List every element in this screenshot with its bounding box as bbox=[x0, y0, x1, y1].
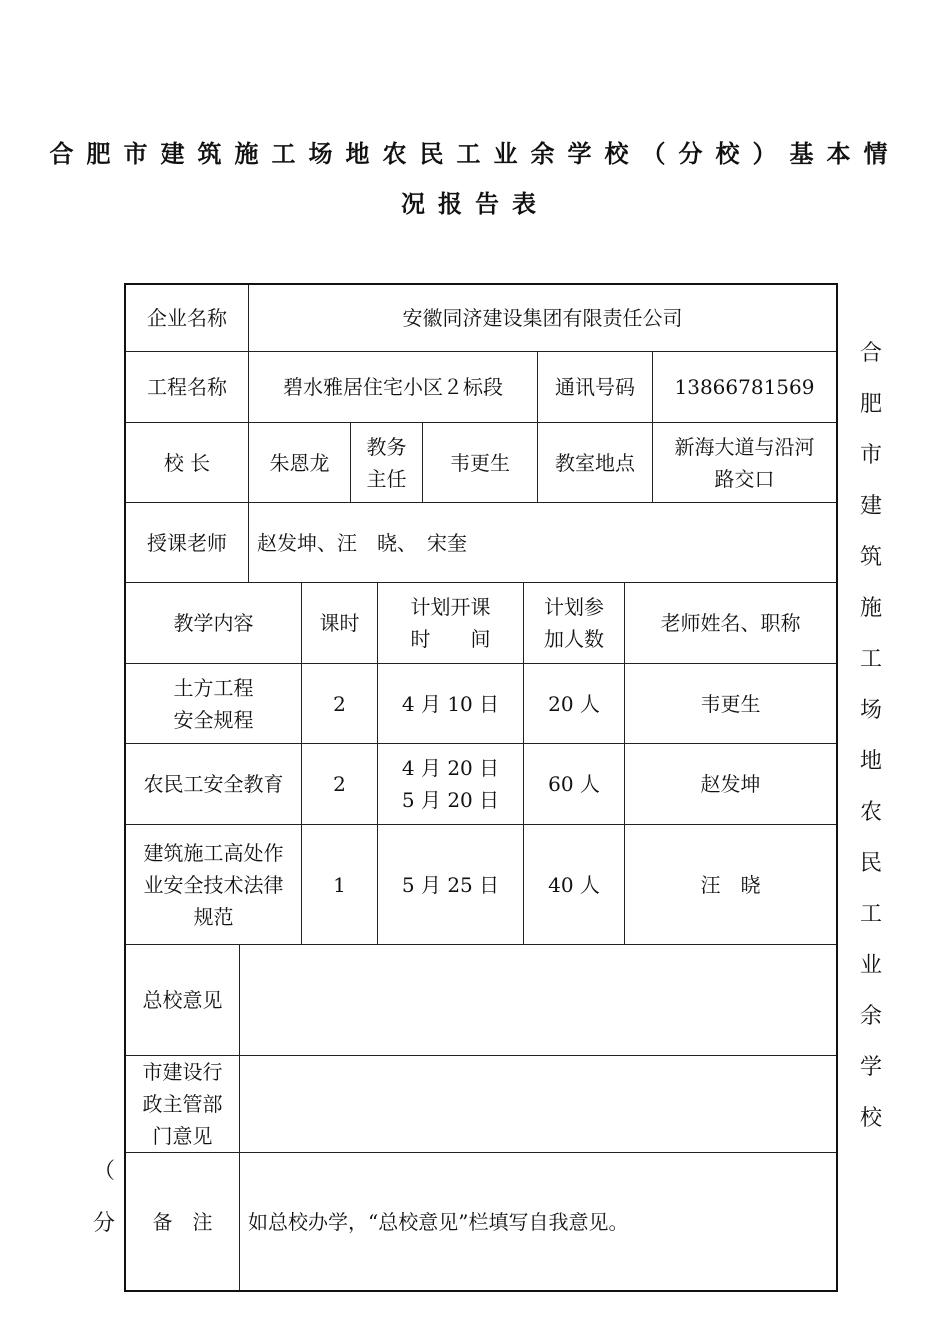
page-title-line-2: 况报告表 bbox=[401, 190, 549, 218]
header-time: 计划开课 时 间 bbox=[410, 595, 491, 651]
principal-value: 朱恩龙 bbox=[269, 450, 330, 475]
row-1-teacher: 韦更生 bbox=[700, 691, 761, 716]
remark-label: 备 注 bbox=[152, 1209, 213, 1234]
enterprise-name-value: 安徽同济建设集团有限责任公司 bbox=[402, 306, 683, 330]
row-3-hours: 1 bbox=[333, 872, 346, 897]
teachers-label: 授课老师 bbox=[147, 530, 227, 555]
lead-char-paren: （ bbox=[92, 1159, 115, 1184]
report-form bbox=[124, 283, 838, 1292]
gov-opinion-label: 市建设行 政主管部 门意见 bbox=[142, 1060, 223, 1148]
dean-label: 教务 主任 bbox=[366, 434, 407, 491]
header-content: 教学内容 bbox=[173, 611, 254, 635]
row-3-time: 5 月 25 日 bbox=[401, 872, 500, 897]
phone-label: 通讯号码 bbox=[555, 375, 635, 399]
project-name-value: 碧水雅居住宅小区２标段 bbox=[283, 375, 503, 399]
teachers-value: 赵发坤、汪 晓、 宋奎 bbox=[257, 530, 467, 555]
row-3-content: 建筑施工高处作 业安全技术法律 规范 bbox=[143, 840, 284, 929]
row-2-hours: 2 bbox=[333, 772, 346, 796]
header-hours: 课时 bbox=[319, 611, 360, 635]
row-3-teacher: 汪 晓 bbox=[700, 872, 761, 897]
page-title-line-1: 合肥市建筑施工场地农民工业余学校（分校）基本情 bbox=[49, 140, 901, 168]
classroom-value: 新海大道与沿河 路交口 bbox=[674, 434, 815, 491]
head-school-opinion-field[interactable] bbox=[240, 945, 836, 1055]
phone-value: 13866781569 bbox=[674, 375, 815, 399]
row-2-count: 60 人 bbox=[548, 772, 600, 796]
row-1-content: 土方工程 安全规程 bbox=[173, 675, 254, 732]
side-vertical-text: 合 肥 市 建 筑 施 工 场 地 农 民 工 业 余 学 校 bbox=[859, 341, 882, 1131]
lead-char-fen: 分 bbox=[92, 1211, 115, 1236]
remark-value: 如总校办学，“总校意见”栏填写自我意见。 bbox=[248, 1209, 629, 1234]
gov-opinion-field[interactable] bbox=[240, 1056, 836, 1152]
header-teacher: 老师姓名、职称 bbox=[660, 611, 801, 635]
row-2-teacher: 赵发坤 bbox=[700, 772, 761, 796]
row-2-time: 4 月 20 日 5 月 20 日 bbox=[401, 756, 500, 812]
row-1-time: 4 月 10 日 bbox=[401, 691, 500, 716]
row-3-count: 40 人 bbox=[548, 872, 600, 897]
header-count: 计划参 加人数 bbox=[544, 595, 604, 651]
enterprise-name-label: 企业名称 bbox=[147, 306, 227, 330]
row-1-count: 20 人 bbox=[548, 691, 600, 716]
principal-label: 校 长 bbox=[163, 450, 211, 475]
classroom-label: 教室地点 bbox=[555, 450, 635, 475]
row-2-content: 农民工安全教育 bbox=[143, 772, 284, 796]
head-school-opinion-label: 总校意见 bbox=[142, 988, 223, 1012]
row-1-hours: 2 bbox=[333, 691, 346, 716]
dean-value: 韦更生 bbox=[450, 450, 510, 475]
project-name-label: 工程名称 bbox=[147, 375, 227, 399]
